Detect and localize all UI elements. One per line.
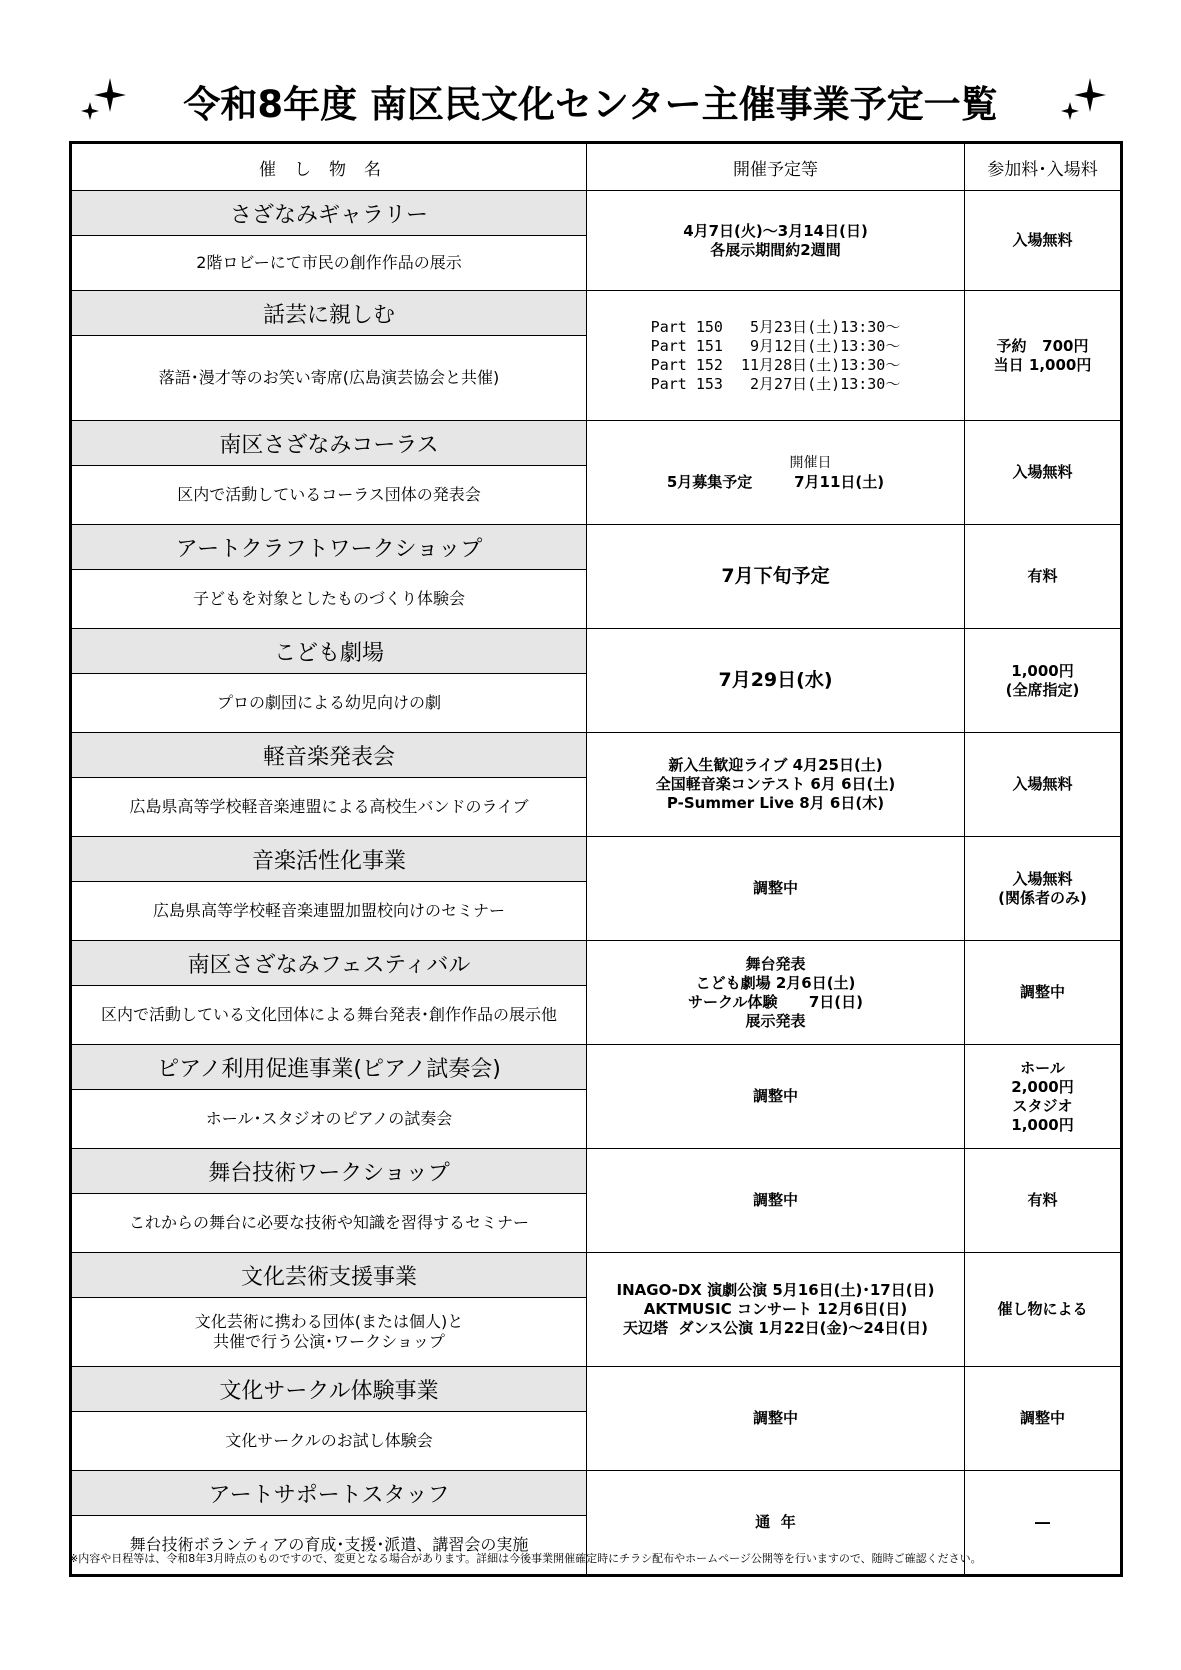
description-line: 2階ロビーにて市民の創作作品の展示 — [196, 253, 462, 272]
event-schedule — [587, 837, 965, 941]
page-title: 令和8年度 南区民文化センター主催事業予定一覧 — [183, 83, 998, 126]
fee-line: (関係者のみ) — [998, 888, 1087, 907]
event-name: 舞台技術ワークショップ — [71, 1149, 587, 1194]
event-row — [71, 525, 1122, 570]
fee-line: 2,000円 — [1011, 1077, 1074, 1096]
event-row — [71, 421, 1122, 466]
event-name: 音楽活性化事業 — [71, 837, 587, 882]
description-line: 舞台技術ボランティアの育成･支援･派遣、講習会の実施 — [129, 1535, 529, 1554]
event-name: 南区さざなみフェスティバル — [71, 941, 587, 986]
event-row — [71, 629, 1122, 674]
event-name: さざなみギャラリー — [71, 191, 587, 236]
event-row — [71, 941, 1122, 986]
schedule-line: 調整中 — [752, 1191, 798, 1209]
event-description — [71, 1516, 587, 1576]
fee-line: 当日 1,000円 — [993, 355, 1092, 374]
description-line: ホール･スタジオのピアノの試奏会 — [205, 1109, 453, 1128]
event-row — [71, 191, 1122, 236]
event-description — [71, 1194, 587, 1253]
event-fee — [965, 837, 1122, 941]
schedule-line: 通 年 — [755, 1513, 796, 1531]
event-description — [71, 674, 587, 733]
event-row — [71, 291, 1122, 336]
description-line: 落語･漫才等のお笑い寄席(広島演芸協会と共催) — [158, 368, 500, 387]
schedule-line: 新入生歓迎ライブ 4月25日(土) — [668, 756, 883, 774]
event-description — [71, 1412, 587, 1471]
event-schedule — [587, 733, 965, 837]
schedule-line: サークル体験 7日(日) — [687, 992, 864, 1011]
event-name: ピアノ利用促進事業(ピアノ試奏会) — [71, 1045, 587, 1090]
event-schedule — [587, 1367, 965, 1471]
event-fee — [965, 421, 1122, 525]
sparkle-icon — [1058, 76, 1108, 124]
description-line: 区内で活動している文化団体による舞台発表･創作作品の展示他 — [100, 1005, 557, 1024]
schedule-line: Part 150 5月23日(土)13:30～ — [650, 317, 901, 336]
event-fee — [965, 1149, 1122, 1253]
event-schedule — [587, 1149, 965, 1253]
event-name: 話芸に親しむ — [71, 291, 587, 336]
schedule-line: こども劇場 2月6日(土) — [695, 973, 856, 992]
schedule-line: 7月下旬予定 — [721, 565, 830, 587]
fee-line: ホール — [1020, 1058, 1065, 1077]
fee-line: 催し物による — [997, 1300, 1088, 1318]
schedule-line: 天辺塔 ダンス公演 1月22日(金)～24日(日) — [623, 1319, 928, 1337]
fee-line: 入場無料 — [1012, 775, 1073, 793]
fee-line: ― — [1035, 1513, 1050, 1531]
schedule-line: INAGO-DX 演劇公演 5月16日(土)･17日(日) — [616, 1281, 935, 1299]
schedule-table — [69, 141, 1123, 1577]
fee-line: 予約 700円 — [996, 336, 1089, 355]
event-description — [71, 1298, 587, 1367]
header-schedule: 開催予定等 — [587, 143, 965, 191]
schedule-line: 展示発表 — [745, 1011, 806, 1030]
schedule-line: 舞台発表 — [745, 954, 806, 973]
table-header-row — [71, 143, 1122, 191]
schedule-line: 調整中 — [752, 1087, 798, 1105]
event-fee — [965, 733, 1122, 837]
event-schedule — [587, 941, 965, 1045]
title-area — [0, 62, 1181, 132]
event-schedule — [587, 291, 965, 421]
event-fee — [965, 1367, 1122, 1471]
event-name: アートクラフトワークショップ — [71, 525, 587, 570]
event-description — [71, 778, 587, 837]
schedule-line: Part 151 9月12日(土)13:30～ — [650, 336, 901, 355]
description-line: 文化芸術に携わる団体(または個人)と — [194, 1312, 464, 1331]
fee-line: 1,000円 — [1011, 1115, 1074, 1134]
header-name: 催し物名 — [71, 143, 587, 191]
fee-line: 調整中 — [1019, 983, 1065, 1001]
event-name: こども劇場 — [71, 629, 587, 674]
fee-line: 入場無料 — [1012, 231, 1073, 249]
event-schedule — [587, 1045, 965, 1149]
description-line: 子どもを対象としたものづくり体験会 — [192, 589, 465, 608]
schedule-line: AKTMUSIC コンサート 12月6日(日) — [643, 1300, 908, 1318]
event-fee — [965, 629, 1122, 733]
event-row — [71, 837, 1122, 882]
event-name: 南区さざなみコーラス — [71, 421, 587, 466]
event-row — [71, 1471, 1122, 1516]
schedule-line: Part 153 2月27日(土)13:30～ — [650, 374, 901, 393]
event-fee — [965, 291, 1122, 421]
event-fee — [965, 1253, 1122, 1367]
fee-line: スタジオ — [1012, 1096, 1073, 1115]
fee-line: 有料 — [1027, 567, 1058, 585]
schedule-label: 開催日 — [789, 454, 832, 471]
event-schedule — [587, 421, 965, 525]
event-description — [71, 1090, 587, 1149]
schedule-line: 4月7日(火)～3月14日(日) — [683, 221, 868, 240]
event-name: 軽音楽発表会 — [71, 733, 587, 778]
schedule-line: 各展示期間約2週間 — [710, 240, 841, 259]
description-line: 区内で活動しているコーラス団体の発表会 — [177, 485, 481, 504]
description-line: 広島県高等学校軽音楽連盟加盟校向けのセミナー — [152, 901, 505, 920]
event-description — [71, 236, 587, 291]
event-name: 文化芸術支援事業 — [71, 1253, 587, 1298]
event-fee — [965, 941, 1122, 1045]
event-row — [71, 1367, 1122, 1412]
header-fee: 参加料･入場料 — [965, 143, 1122, 191]
schedule-line: Part 152 11月28日(土)13:30～ — [650, 355, 901, 374]
fee-line: 1,000円 — [1011, 661, 1074, 680]
event-description — [71, 570, 587, 629]
event-description — [71, 336, 587, 421]
schedule-line: 7月29日(水) — [718, 669, 833, 691]
event-description — [71, 986, 587, 1045]
event-row — [71, 1253, 1122, 1298]
description-line: これからの舞台に必要な技術や知識を習得するセミナー — [128, 1213, 529, 1232]
event-fee — [965, 1045, 1122, 1149]
fee-line: 入場無料 — [1012, 463, 1073, 481]
description-line: プロの劇団による幼児向けの劇 — [216, 693, 441, 712]
event-name: アートサポートスタッフ — [71, 1471, 587, 1516]
fee-line: 入場無料 — [1012, 869, 1073, 888]
event-schedule — [587, 629, 965, 733]
schedule-line: 調整中 — [752, 879, 798, 897]
schedule-line: 5月募集予定 7月11日(土) — [666, 472, 885, 491]
description-line: 文化サークルのお試し体験会 — [225, 1431, 433, 1450]
event-description — [71, 466, 587, 525]
schedule-line: P-Summer Live 8月 6日(木) — [666, 794, 885, 812]
description-line: 共催で行う公演･ワークショップ — [213, 1332, 445, 1351]
event-schedule — [587, 1253, 965, 1367]
description-line: 広島県高等学校軽音楽連盟による高校生バンドのライブ — [129, 797, 529, 816]
fee-line: (全席指定) — [1005, 680, 1080, 699]
event-row — [71, 733, 1122, 778]
event-schedule — [587, 191, 965, 291]
event-row — [71, 1149, 1122, 1194]
event-row — [71, 1045, 1122, 1090]
schedule-line: 調整中 — [752, 1409, 798, 1427]
event-fee — [965, 191, 1122, 291]
event-schedule — [587, 525, 965, 629]
fee-line: 有料 — [1027, 1191, 1058, 1209]
footnote: ※内容や日程等は、令和8年3月時点のものですので、変更となる場合があります。詳細は今後事業開催確定時にチラシ配布やホームページ公開等を行いますので、随時ご確認ください。 — [69, 1552, 982, 1565]
schedule-line: 全国軽音楽コンテスト 6月 6日(土) — [655, 775, 896, 793]
fee-line: 調整中 — [1019, 1409, 1065, 1427]
event-description — [71, 882, 587, 941]
event-fee — [965, 525, 1122, 629]
event-name: 文化サークル体験事業 — [71, 1367, 587, 1412]
